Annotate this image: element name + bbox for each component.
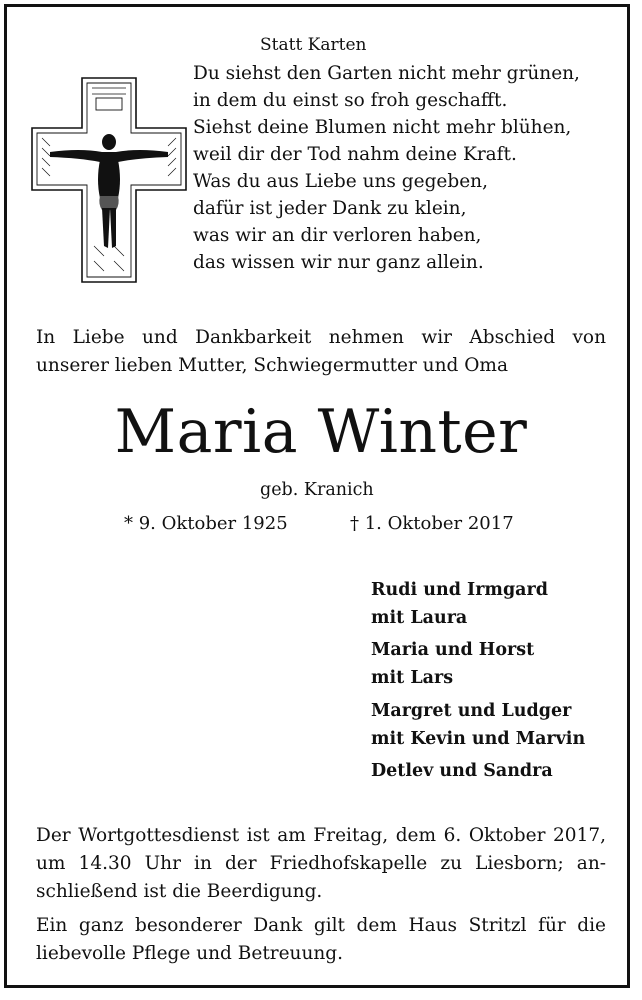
poem-line: das wissen wir nur ganz allein. — [193, 252, 484, 273]
family-group — [371, 636, 534, 692]
service-line: schließend ist die Beerdigung. — [36, 881, 323, 902]
poem-line: Du siehst den Garten nicht mehr grünen, — [193, 63, 580, 84]
statt-karten-label: Statt Karten — [260, 35, 367, 55]
maiden-name: geb. Kranich — [260, 480, 374, 500]
crucifix-icon — [30, 76, 188, 284]
poem-line: was wir an dir verloren haben, — [193, 225, 482, 246]
family-group — [371, 697, 585, 753]
thanks-line: Ein ganz besonderer Dank gilt dem Haus Stritzl für die — [36, 915, 606, 936]
intro-text — [36, 324, 606, 380]
poem-line: Siehst deine Blumen nicht mehr blühen, — [193, 117, 572, 138]
family-line: mit Laura — [371, 608, 468, 628]
poem-line: in dem du einst so froh geschafft. — [193, 90, 508, 111]
poem — [193, 60, 580, 276]
family-line: mit Kevin und Marvin — [371, 729, 586, 749]
poem-line: dafür ist jeder Dank zu klein, — [193, 198, 467, 219]
death-date: † 1. Oktober 2017 — [350, 513, 514, 534]
poem-line: weil dir der Tod nahm deine Kraft. — [193, 144, 517, 165]
family-line: Detlev und Sandra — [371, 761, 553, 781]
family-line: Rudi und Irmgard — [371, 580, 548, 600]
thanks-text — [36, 912, 606, 968]
thanks-line: liebevolle Pflege und Betreuung. — [36, 943, 344, 964]
poem-line: Was du aus Liebe uns gegeben, — [193, 171, 488, 192]
family-group — [371, 576, 548, 632]
family-group — [371, 757, 553, 785]
intro-line: unserer lieben Mutter, Schwiegermutter und Oma — [36, 355, 508, 376]
service-line: Der Wortgottesdienst ist am Freitag, dem 6. Oktober 2017, — [36, 825, 606, 846]
service-text — [36, 822, 606, 906]
family-line: Margret und Ludger — [371, 701, 572, 721]
intro-line: In Liebe und Dankbarkeit nehmen wir Abschied von — [36, 327, 606, 348]
birth-date: * 9. Oktober 1925 — [124, 513, 288, 534]
service-line: um 14.30 Uhr in der Friedhofskapelle zu Liesborn; an- — [36, 853, 606, 874]
family-line: Maria und Horst — [371, 640, 535, 660]
deceased-name: Maria Winter — [114, 397, 528, 467]
family-line: mit Lars — [371, 668, 454, 688]
